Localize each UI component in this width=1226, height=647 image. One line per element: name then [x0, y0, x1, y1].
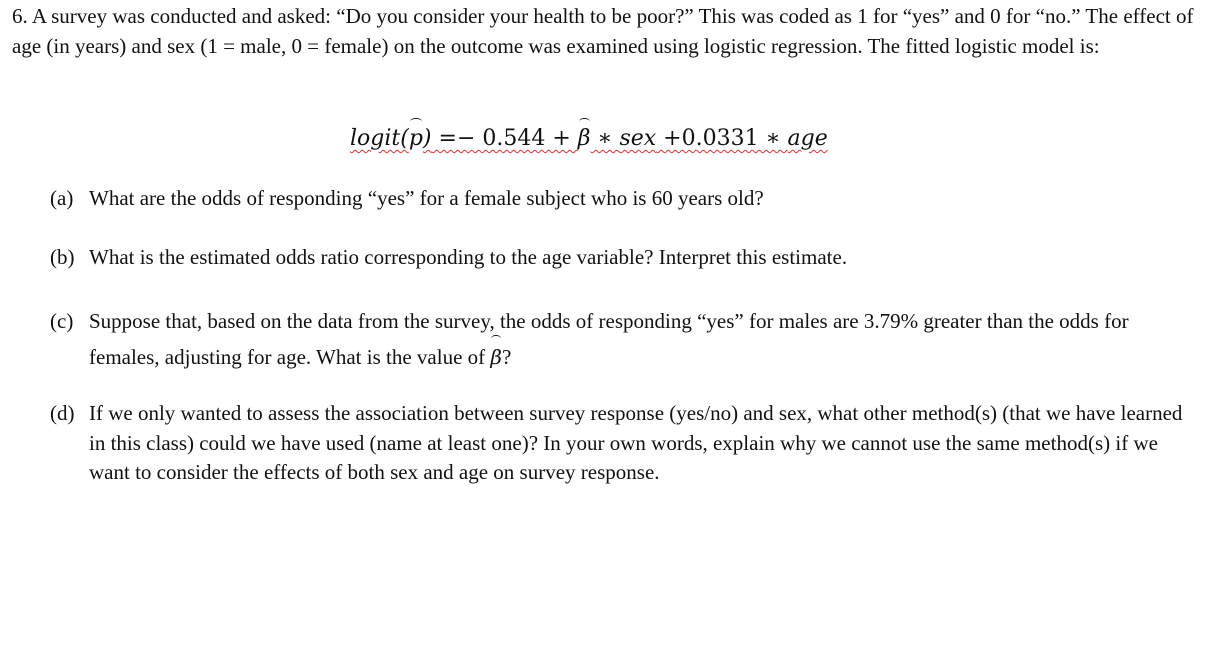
question-a-text: What are the odds of responding “yes” for a female subject who is 60 years old?: [89, 186, 764, 210]
formula-logit: logit(: [350, 126, 409, 151]
question-a-letter: (a): [50, 186, 74, 210]
formula-times-1: ∗: [590, 126, 620, 151]
question-d-text: If we only wanted to assess the association between survey response (yes/no) and sex, what other method(s) (that we have learned in this class) could we have used (name at least one)? In your own words, explain why we cannot use the same method(s) if we want to consider the effects of both sex and age on survey response.: [89, 401, 1183, 484]
question-c: [50, 303, 1200, 375]
question-a: [50, 184, 1200, 214]
question-c-text-after: ?: [501, 345, 512, 369]
logistic-model-formula: [350, 122, 828, 156]
formula-intercept: =− 0.544 +: [431, 126, 578, 151]
question-c-letter: (c): [50, 309, 74, 333]
formula-logit-close: ): [422, 126, 432, 151]
formula-p-hat: p: [409, 122, 423, 156]
question-c-text: [89, 303, 1200, 375]
formula-sex: sex: [619, 126, 657, 151]
problem-intro: 6. A survey was conducted and asked: “Do you consider your health to be poor?” This was coded as 1 for “yes” and 0 for “no.” The effect of age (in years) and sex (1 = male, 0 = female) on the outcome was examined using logistic regression. The fitted logistic model is:: [12, 4, 1194, 58]
formula-age: age: [787, 126, 828, 151]
question-c-beta-hat: β: [490, 339, 502, 375]
question-c-text-before: Suppose that, based on the data from the survey, the odds of responding “yes” for males are 3.79% greater than the odds for females, adjusting for age. What is the value of: [89, 309, 1129, 369]
question-d-letter: (d): [50, 401, 75, 425]
formula-age-term: +0.0331 ∗: [656, 126, 788, 151]
formula-beta-hat: β: [578, 122, 591, 156]
question-b-text: What is the estimated odds ratio corresponding to the age variable? Interpret this estimate.: [89, 245, 848, 269]
question-d: [50, 399, 1200, 488]
question-b-letter: (b): [50, 245, 75, 269]
question-b: [50, 243, 1200, 273]
